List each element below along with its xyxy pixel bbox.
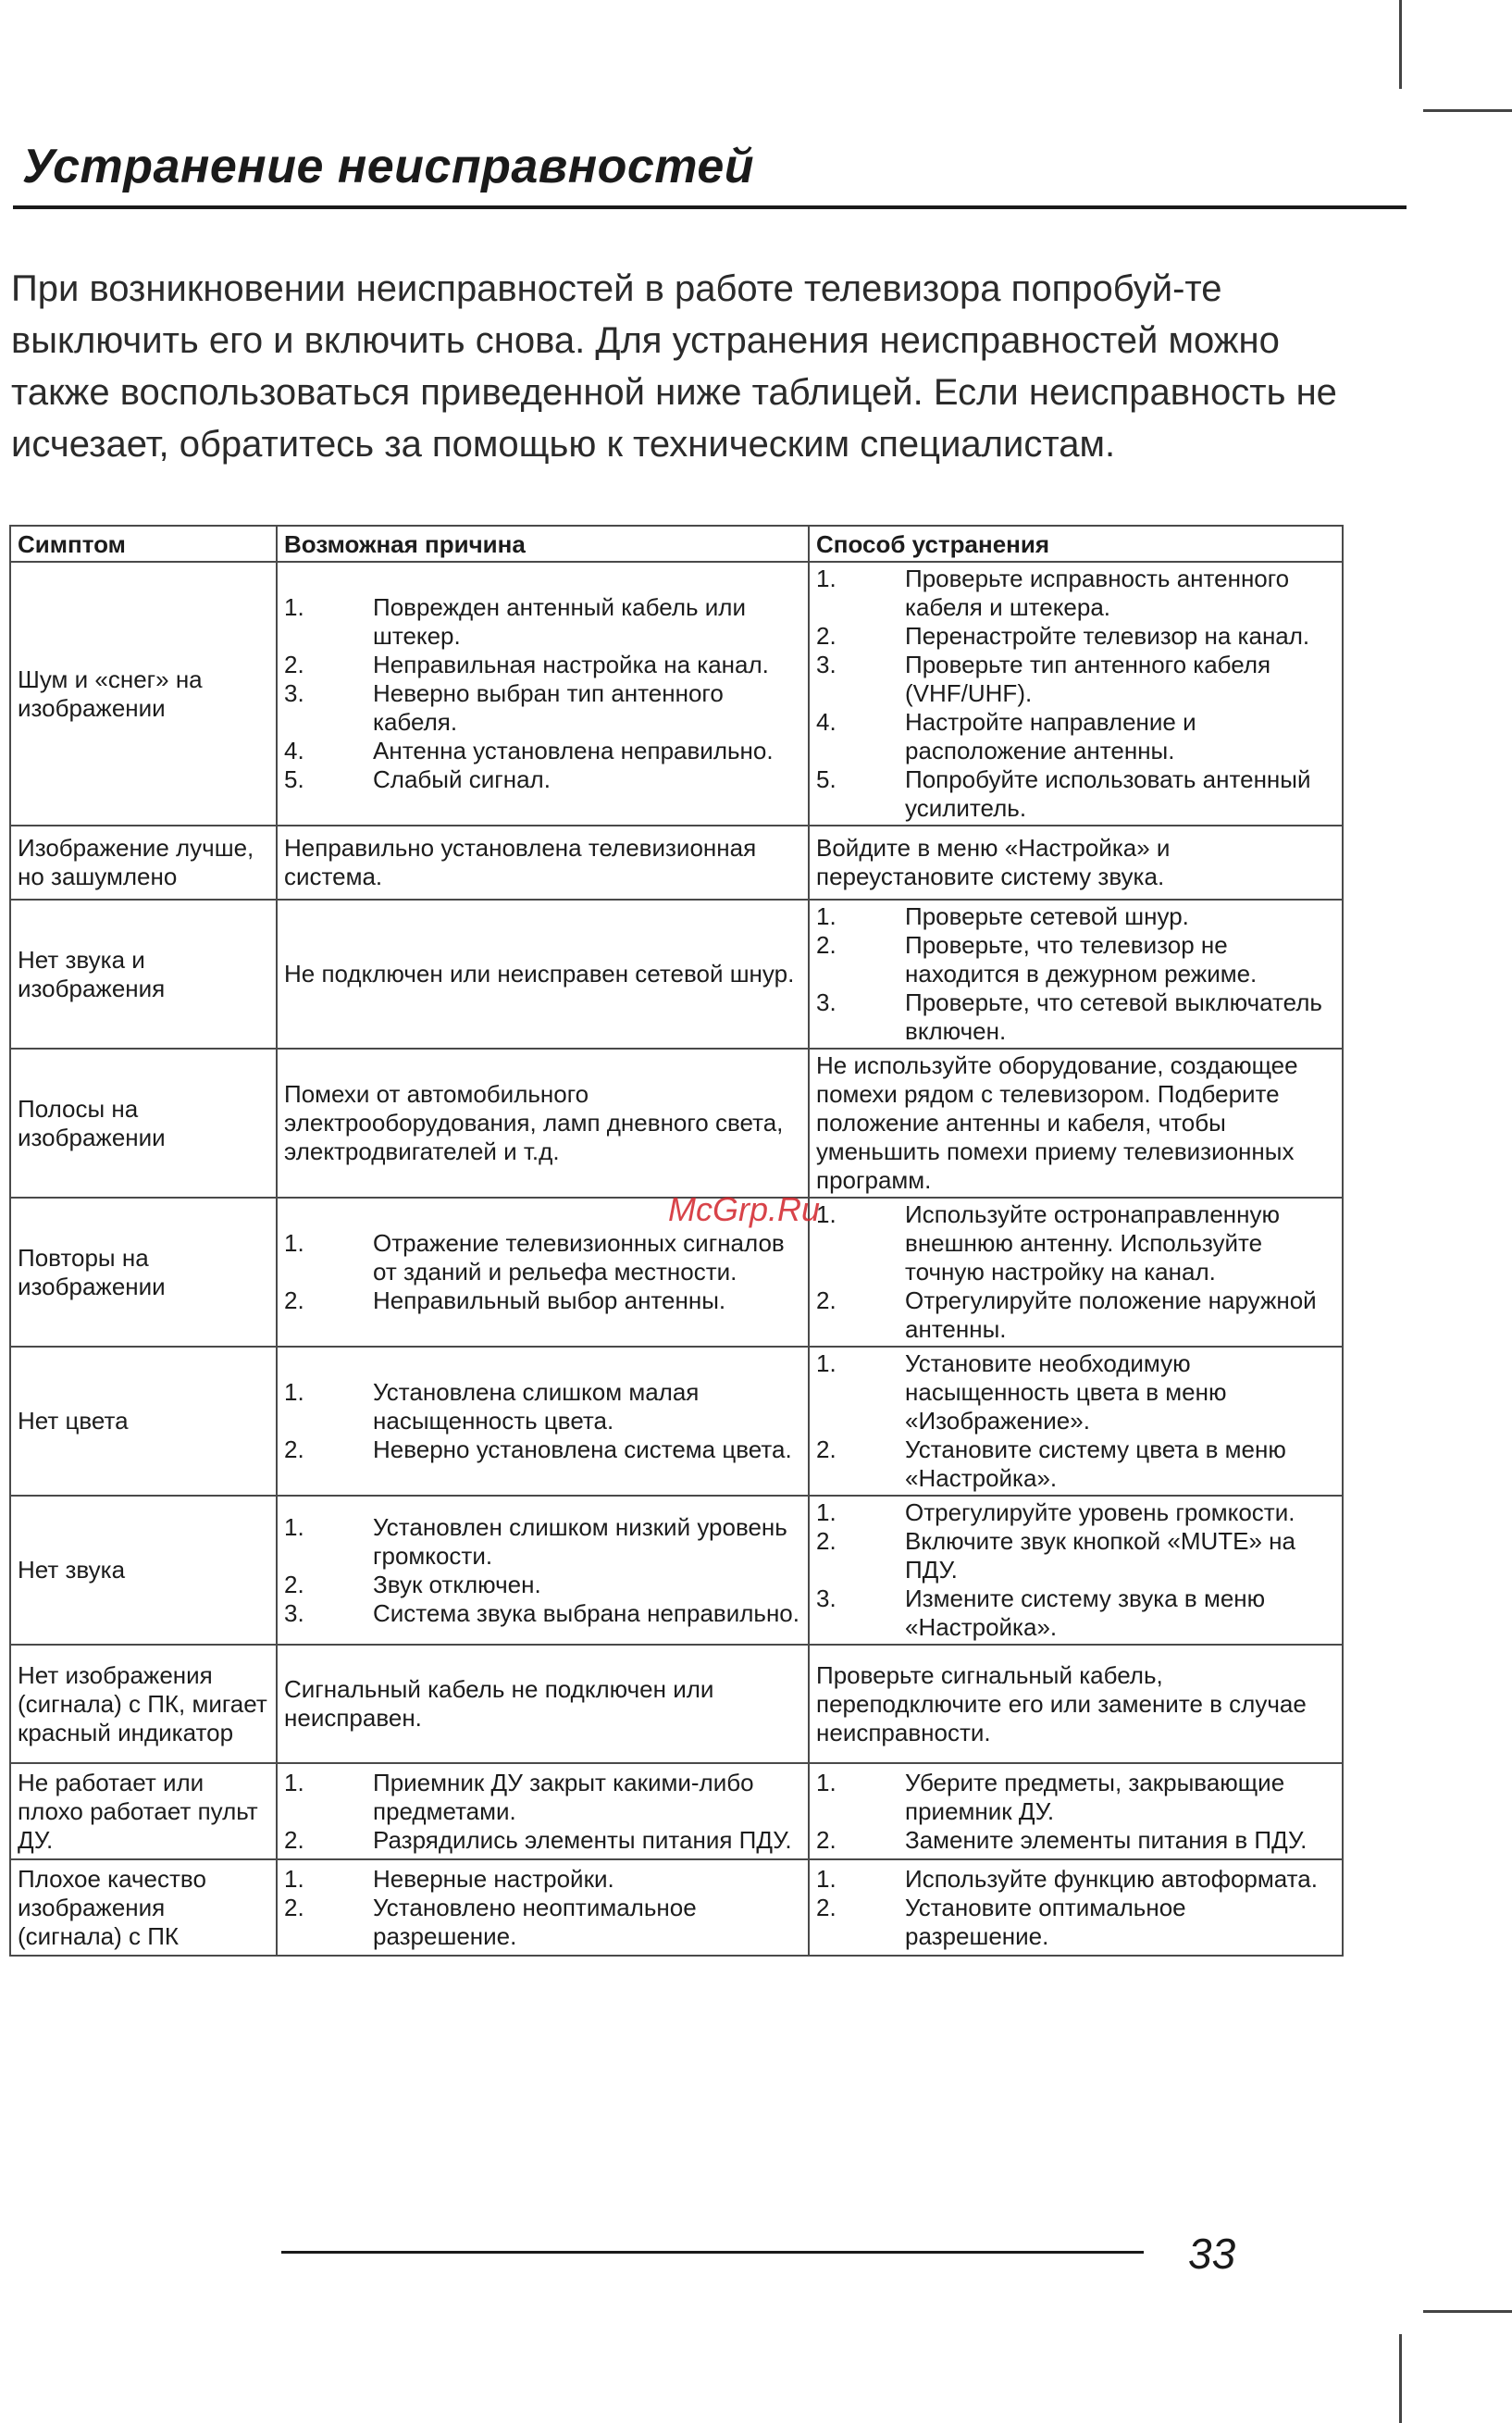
item-number: 2.	[284, 1435, 304, 1463]
item-text: Антенна установлена неправильно.	[373, 737, 774, 764]
header-cause: Возможная причина	[277, 526, 809, 562]
list-item	[816, 1527, 1335, 1584]
page-title: Устранение неисправностей	[22, 140, 755, 193]
item-text: Поврежден антенный кабель или штекер.	[373, 593, 746, 650]
item-number: 2.	[284, 1893, 304, 1921]
table-row	[10, 1049, 1343, 1198]
watermark: McGrp.Ru	[668, 1190, 821, 1228]
list-item	[816, 565, 1335, 622]
cause-cell: Не подключен или неисправен сетевой шнур.	[277, 900, 809, 1049]
item-text: Проверьте тип антенного кабеля (VHF/UHF).	[905, 651, 1271, 707]
list-item	[284, 1229, 801, 1286]
item-number: 1.	[284, 1229, 304, 1257]
cause-list	[284, 1229, 801, 1315]
item-number: 1.	[284, 1864, 304, 1893]
item-number: 1.	[284, 1512, 304, 1541]
item-number: 3.	[284, 1598, 304, 1627]
header-solution: Способ устранения	[809, 526, 1343, 562]
crop-mark-bottom-vertical	[1399, 2334, 1402, 2423]
symptom-cell: Изображение лучше, но зашумлено	[10, 826, 277, 900]
item-text: Звук отключен.	[373, 1570, 541, 1598]
item-text: Неверно выбран тип антенного кабеля.	[373, 679, 724, 736]
list-item	[284, 1599, 801, 1628]
table-row	[10, 1859, 1343, 1956]
cause-cell: Неправильно установлена телевизионная система.	[277, 826, 809, 900]
list-item	[816, 1865, 1335, 1894]
list-item	[284, 593, 801, 651]
solution-list	[816, 1349, 1335, 1493]
item-number: 2.	[816, 1527, 837, 1555]
solution-cell	[809, 562, 1343, 826]
cause-list	[284, 1769, 801, 1855]
list-item	[816, 651, 1335, 708]
list-item	[816, 1894, 1335, 1951]
list-item	[284, 651, 801, 679]
item-text: Разрядились элементы питания ПДУ.	[373, 1825, 792, 1854]
item-number: 1.	[284, 593, 304, 621]
solution-list	[816, 1865, 1335, 1951]
table-row	[10, 1763, 1343, 1859]
item-number: 2.	[816, 931, 837, 959]
item-text: Установите необходимую насыщенность цвета в меню «Изображение».	[905, 1349, 1227, 1435]
item-text: Установите систему цвета в меню «Настройка».	[905, 1435, 1286, 1492]
list-item	[284, 1865, 801, 1894]
cause-cell	[277, 562, 809, 826]
item-text: Приемник ДУ закрыт какими-либо предметами.	[373, 1768, 754, 1825]
list-item	[284, 737, 801, 765]
symptom-cell: Полосы на изображении	[10, 1049, 277, 1198]
item-text: Неверно установлена система цвета.	[373, 1435, 792, 1463]
solution-cell	[809, 1859, 1343, 1956]
item-text: Проверьте, что сетевой выключатель включен.	[905, 988, 1322, 1045]
item-number: 2.	[284, 651, 304, 678]
item-number: 3.	[816, 988, 837, 1016]
table-row	[10, 1347, 1343, 1496]
cause-list	[284, 593, 801, 794]
list-item	[816, 1498, 1335, 1527]
item-text: Проверьте, что телевизор не находится в дежурном режиме.	[905, 931, 1258, 988]
crop-mark-top-vertical	[1399, 0, 1402, 89]
solution-list	[816, 902, 1335, 1046]
item-text: Отрегулируйте положение наружной антенны.	[905, 1286, 1317, 1343]
item-number: 2.	[284, 1825, 304, 1854]
list-item	[284, 1378, 801, 1435]
list-item	[816, 1435, 1335, 1493]
cause-cell	[277, 1347, 809, 1496]
cause-list	[284, 1513, 801, 1628]
item-number: 1.	[816, 1349, 837, 1377]
item-number: 1.	[816, 1498, 837, 1526]
item-number: 2.	[816, 1286, 837, 1314]
crop-mark-bottom-horizontal	[1423, 2310, 1512, 2313]
page-number: 33	[1188, 2230, 1236, 2278]
list-item	[284, 679, 801, 737]
item-text: Включите звук кнопкой «MUTE» на ПДУ.	[905, 1527, 1296, 1584]
symptom-cell: Шум и «снег» на изображении	[10, 562, 277, 826]
item-number: 2.	[284, 1570, 304, 1598]
list-item	[284, 1286, 801, 1315]
list-item	[816, 622, 1335, 651]
solution-list	[816, 1769, 1335, 1855]
solution-cell	[809, 1198, 1343, 1347]
solution-cell: Войдите в меню «Настройка» и переустановите систему звука.	[809, 826, 1343, 900]
cause-cell: Помехи от автомобильного электрооборудования, ламп дневного света, электродвигателей и т.д.	[277, 1049, 809, 1198]
symptom-cell: Нет звука	[10, 1496, 277, 1645]
list-item	[284, 1435, 801, 1464]
item-number: 2.	[816, 622, 837, 650]
item-text: Неверные настройки.	[373, 1864, 614, 1893]
list-item	[816, 1286, 1335, 1344]
item-text: Неправильный выбор антенны.	[373, 1286, 726, 1314]
header-symptom: Симптом	[10, 526, 277, 562]
list-item	[284, 1513, 801, 1571]
list-item	[816, 931, 1335, 988]
list-item	[284, 1826, 801, 1855]
item-text: Настройте направление и расположение антенны.	[905, 708, 1196, 764]
list-item	[816, 1349, 1335, 1435]
list-item	[284, 1769, 801, 1826]
list-item	[816, 902, 1335, 931]
table-row	[10, 1645, 1343, 1763]
item-number: 1.	[816, 1200, 837, 1228]
solution-list	[816, 1200, 1335, 1344]
item-text: Установите оптимальное разрешение.	[905, 1893, 1186, 1950]
item-text: Уберите предметы, закрывающие приемник ДУ.	[905, 1768, 1285, 1825]
crop-mark-top-horizontal	[1423, 109, 1512, 112]
symptom-cell: Нет изображения (сигнала) с ПК, мигает красный индикатор	[10, 1645, 277, 1763]
item-number: 2.	[284, 1286, 304, 1314]
item-text: Установлено неоптимальное разрешение.	[373, 1893, 697, 1950]
item-text: Используйте функцию автоформата.	[905, 1864, 1318, 1893]
item-text: Система звука выбрана неправильно.	[373, 1598, 799, 1627]
intro-paragraph: При возникновении неисправностей в работе телевизора попробуй-те выключить его и включить снова. Для устранения неисправностей можно также воспользоваться приведенной ниже таблицей. Если неисправность не исчезает, обратитесь за помощью к техническим специалистам.	[11, 268, 1337, 465]
item-number: 3.	[816, 1584, 837, 1612]
item-number: 1.	[816, 902, 837, 930]
footer-rule	[281, 2251, 1144, 2254]
item-number: 3.	[284, 679, 304, 707]
item-text: Отрегулируйте уровень громкости.	[905, 1498, 1295, 1526]
table-row	[10, 562, 1343, 826]
item-number: 1.	[284, 1768, 304, 1796]
item-number: 1.	[816, 1768, 837, 1796]
item-text: Неправильная настройка на канал.	[373, 651, 769, 678]
item-text: Установлен слишком низкий уровень громкости.	[373, 1512, 787, 1570]
table-row	[10, 1496, 1343, 1645]
solution-cell: Проверьте сигнальный кабель, переподключите его или замените в случае неисправности.	[809, 1645, 1343, 1763]
symptom-cell: Нет звука и изображения	[10, 900, 277, 1049]
item-text: Проверьте сетевой шнур.	[905, 902, 1189, 930]
title-underline	[13, 205, 1407, 209]
solution-cell	[809, 1763, 1343, 1859]
table-body	[10, 562, 1343, 1956]
item-number: 5.	[816, 765, 837, 793]
item-number: 4.	[284, 737, 304, 764]
symptom-cell: Плохое качество изображения (сигнала) с ПК	[10, 1859, 277, 1956]
item-number: 4.	[816, 708, 837, 736]
cause-cell	[277, 1763, 809, 1859]
item-text: Измените систему звука в меню «Настройка».	[905, 1584, 1266, 1641]
list-item	[816, 765, 1335, 823]
item-text: Проверьте исправность антенного кабеля и штекера.	[905, 565, 1290, 621]
cause-list	[284, 1378, 801, 1464]
list-item	[816, 708, 1335, 765]
item-number: 1.	[816, 565, 837, 592]
item-text: Перенастройте телевизор на канал.	[905, 622, 1310, 650]
item-number: 2.	[816, 1893, 837, 1921]
item-text: Замените элементы питания в ПДУ.	[905, 1825, 1308, 1854]
list-item	[284, 765, 801, 794]
symptom-cell: Нет цвета	[10, 1347, 277, 1496]
list-item	[816, 1584, 1335, 1642]
table-row	[10, 900, 1343, 1049]
solution-cell	[809, 900, 1343, 1049]
solution-cell: Не используйте оборудование, создающее помехи рядом с телевизором. Подберите положение антенны и кабеля, чтобы уменьшить помехи приему телевизионных программ.	[809, 1049, 1343, 1198]
solution-cell	[809, 1347, 1343, 1496]
item-text: Попробуйте использовать антенный усилитель.	[905, 765, 1311, 822]
item-number: 1.	[284, 1378, 304, 1406]
item-number: 2.	[816, 1825, 837, 1854]
cause-cell	[277, 1496, 809, 1645]
solution-list	[816, 565, 1335, 823]
list-item	[816, 1200, 1335, 1286]
solution-cell	[809, 1496, 1343, 1645]
list-item	[816, 1826, 1335, 1855]
table-row	[10, 826, 1343, 900]
cause-cell	[277, 1859, 809, 1956]
item-text: Установлена слишком малая насыщенность цвета.	[373, 1378, 700, 1435]
item-number: 3.	[816, 651, 837, 678]
list-item	[816, 988, 1335, 1046]
cause-list	[284, 1865, 801, 1951]
item-number: 5.	[284, 765, 304, 793]
symptom-cell: Не работает или плохо работает пульт ДУ.	[10, 1763, 277, 1859]
item-text: Отражение телевизионных сигналов от зданий и рельефа местности.	[373, 1229, 785, 1286]
troubleshooting-table	[9, 525, 1344, 1957]
item-text: Используйте остронаправленную внешнюю антенну. Используйте точную настройку на канал.	[905, 1200, 1280, 1286]
item-number: 1.	[816, 1864, 837, 1893]
solution-list	[816, 1498, 1335, 1642]
item-number: 2.	[816, 1435, 837, 1463]
item-text: Слабый сигнал.	[373, 765, 551, 793]
list-item	[816, 1769, 1335, 1826]
list-item	[284, 1571, 801, 1599]
list-item	[284, 1894, 801, 1951]
cause-cell: Сигнальный кабель не подключен или неисправен.	[277, 1645, 809, 1763]
symptom-cell: Повторы на изображении	[10, 1198, 277, 1347]
table-header-row	[10, 526, 1343, 562]
